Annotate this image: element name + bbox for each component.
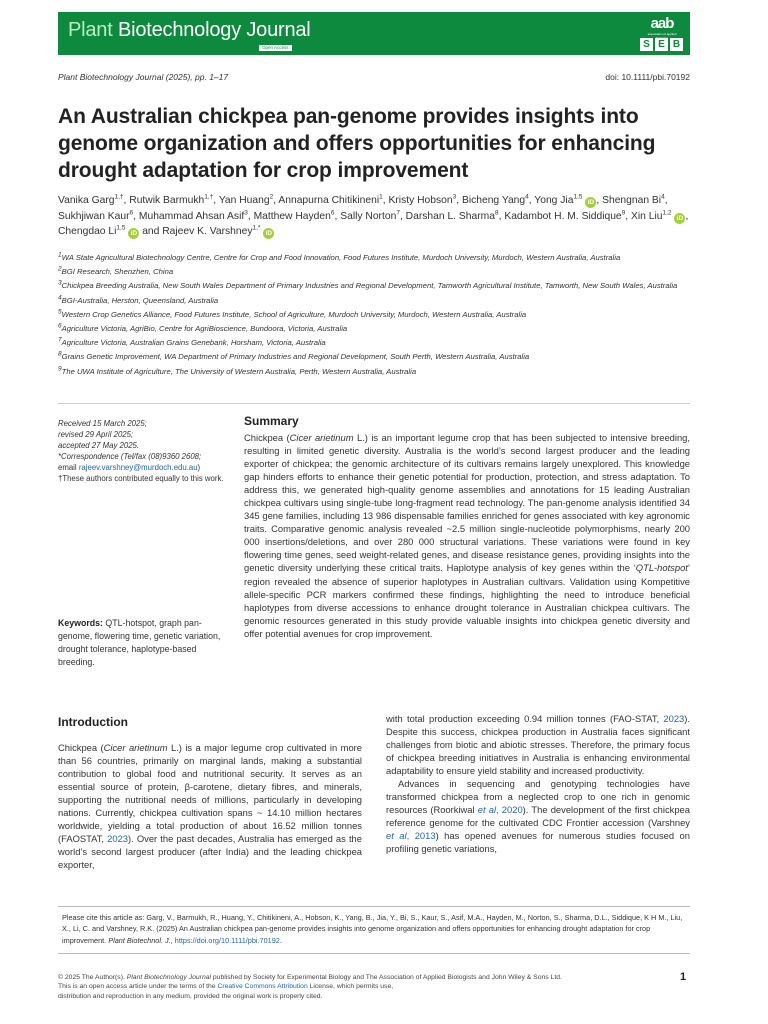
author-name: Annapurna Chitikineni	[278, 195, 380, 206]
intro-paragraph: Advances in sequencing and genotyping technologies have transformed chickpea from a neglected crop to one rich in genomic resources (Roorkiwal et al, 2020). The development of the first chickpea reference genome for the cultivated CDC Frontier accession (Varshney et al, 2013) has opened avenues for numerous studies focused on profiling genetic variations,	[386, 778, 690, 854]
author-affiliation-marker: 6	[129, 209, 134, 217]
affiliation-text: The UWA Institute of Agriculture, The University of Western Australia, Perth, Western Australia, Australia	[61, 366, 417, 376]
author-affiliation-marker: 1,*	[252, 224, 261, 232]
author-name: Matthew Hayden	[253, 210, 331, 222]
author-affiliation-marker: 9	[621, 209, 626, 217]
orcid-icon[interactable]: iD	[128, 228, 139, 239]
author-affiliation-marker: 8	[494, 209, 499, 217]
keywords-list: QTL-hotspot, graph pan-genome, flowering time, genetic variation, drought tolerance, haplotype-based breeding.	[58, 618, 221, 667]
author-affiliation-marker: 1,5	[116, 224, 126, 232]
affiliation-item	[58, 266, 698, 277]
open-access-badge: Open Access	[259, 45, 292, 51]
author-affiliation-marker: 7	[396, 209, 400, 217]
author-affiliation-marker: 1,†	[114, 193, 124, 201]
keywords-label: Keywords:	[58, 618, 103, 628]
orcid-icon[interactable]: iD	[263, 228, 274, 239]
author-name: Rajeev K. Varshney	[162, 226, 253, 238]
correspondence-email-line: email rajeev.varshney@murdoch.edu.au)	[58, 463, 201, 472]
affiliation-text: WA State Agricultural Biotechnology Centre, Centre for Crop and Food Innovation, Food Futures Institute, Murdoch University, Murdoch, Western Australia, Australia	[61, 253, 621, 262]
affiliation-number: 6	[58, 322, 62, 330]
affiliation-item	[58, 337, 698, 348]
citation-link[interactable]: et al, 2013	[386, 830, 436, 841]
author-name: Shengnan Bi	[602, 195, 662, 206]
received-date: Received 15 March 2025;	[58, 419, 147, 428]
author-name: Kristy Hobson	[388, 195, 453, 206]
equal-contribution-note: †These authors contributed equally to this work.	[58, 474, 224, 483]
affiliation-item	[58, 323, 698, 334]
affiliation-item	[58, 280, 698, 291]
affiliation-number: 8	[58, 350, 62, 358]
affiliation-number: 4	[58, 294, 62, 302]
author-and: and	[139, 226, 163, 238]
intro-paragraph: with total production exceeding 0.94 million tonnes (FAO-STAT, 2023). Despite this success, chickpea production in Australia faces significant challenges from biotic and abiotic stresses. Therefore, the primary focus of chickpea breeding initiatives in Australia is enhancing environmental adaptability to ensure yield stability and increased productivity.	[386, 713, 690, 776]
summary-heading: Summary	[244, 414, 299, 428]
citation-link[interactable]: 2023	[663, 713, 685, 724]
author-name: Kadambot H. M. Siddique	[504, 210, 622, 222]
page-number: 1	[680, 971, 687, 983]
affiliation-text: BGI Research, Shenzhen, China	[61, 267, 174, 277]
copyright-line: © 2025 The Author(s). Plant Biotechnology Journal published by Society for Experimental Biology and The Association of Applied Biologists and John Wiley & Sons Ltd.	[58, 974, 562, 981]
author-affiliation-marker: 4	[661, 193, 665, 201]
author-name: Sukhjiwan Kaur	[58, 210, 130, 222]
author-affiliation-marker: 1,2	[662, 209, 672, 217]
orcid-icon[interactable]: iD	[674, 213, 685, 224]
affiliation-item	[58, 252, 698, 263]
affiliation-number: 5	[58, 308, 62, 316]
author-name: Muhammad Ahsan Asif	[138, 210, 245, 222]
author-affiliation-marker: 2	[269, 193, 274, 201]
section-divider	[58, 403, 690, 404]
affiliation-number: 9	[58, 365, 62, 373]
journal-title: Plant Biotechnology Journal	[68, 19, 311, 41]
citation-box: Please cite this article as: Garg, V., Barmukh, R., Huang, Y., Chitikineni, A., Hobson, K., Yang, B., Jia, Y., Bi, S., Kaur, S., Asif, M.A., Hayden, M., Norton, S., Sharma, D.L., Siddique, K H M., Liu, X., Li, C. and Varshney, R.K. (2025) An Australian chickpea pan-genome provides insights into genome organization and offers opportunities for enhancing drought adaptation for crop improvement. Plant Biotechnol. J., https://doi.org/10.1111/pbi.70192.	[58, 906, 690, 954]
author-name: Vanika Garg	[58, 195, 115, 206]
orcid-icon[interactable]: iD	[585, 197, 596, 208]
affiliation-text: Chickpea Breeding Australia, New South Wales Department of Primary Industries and Regional Development, Tamworth Agricultural Institute, Tamworth, New South Wales, Australia	[61, 281, 678, 291]
correspondence-email-link[interactable]: rajeev.varshney@murdoch.edu.au	[78, 463, 198, 472]
citation-link[interactable]: et al, 2020	[477, 804, 523, 815]
introduction-heading: Introduction	[58, 715, 128, 729]
copyright-footer	[58, 973, 658, 1001]
affiliation-text: Grains Genetic Improvement, WA Department of Primary Industries and Regional Development, South Perth, Western Australia, Australia	[61, 352, 530, 362]
affiliation-text: BGI-Australia, Herston, Queensland, Australia	[61, 295, 219, 305]
license-line: This is an open access article under the terms of the Creative Commons Attribution License, which permits use,	[58, 983, 394, 991]
author-name: Sally Norton	[340, 210, 397, 222]
affiliation-text: Western Crop Genetics Alliance, Food Futures Institute, School of Agriculture, Murdoch University, Murdoch, Western Australia, Australia	[61, 309, 527, 319]
intro-paragraph: Chickpea (Cicer arietinum L.) is a major legume crop cultivated in more than 56 countries, primarily on marginal lands, making a substantial contribution to global food and nutritional security. It serves as an essential source of protein, β-carotene, dietary fibres, and minerals, supporting the nutritional needs of millions, particularly in developing nations. Currently, chickpea cultivation spans ~ 14.10 million hectares worldwide, yielding a total production of about 16.52 million tonnes (FAOSTAT, 2023). Over the past decades, Australia has emerged as the world’s second largest producer (after India) and the leading chickpea exporter,	[58, 742, 362, 870]
affiliation-number: 3	[58, 279, 62, 287]
correspondence: *Correspondence (Tel/fax (08)9360 2608;	[58, 452, 202, 461]
license-link[interactable]: Creative Commons Attribution	[217, 983, 308, 991]
author-name: Chengdao Li	[58, 226, 117, 238]
author-name: Darshan L. Sharma	[405, 210, 495, 222]
affiliation-text: Agriculture Victoria, AgriBio, Centre for AgriBioscience, Bundoora, Victoria, Australia	[61, 324, 348, 334]
journal-citation-line: Plant Biotechnology Journal (2025), pp. 1–17	[58, 72, 229, 82]
author-name: Bicheng Yang	[461, 195, 526, 206]
accepted-date: accepted 27 May 2025.	[58, 441, 140, 450]
author-affiliation-marker: 1,†	[204, 193, 214, 201]
author-name: Rutwik Barmukh	[129, 195, 205, 206]
author-affiliation-marker: 3	[244, 209, 248, 217]
article-history	[58, 418, 228, 484]
society-logos	[638, 15, 686, 52]
affiliation-list	[58, 252, 698, 380]
intro-column-left	[58, 741, 362, 871]
author-affiliation-marker: 1	[379, 193, 383, 201]
affiliation-number: 1	[58, 251, 62, 259]
affiliation-item	[58, 309, 698, 320]
author-name: Yan Huang	[218, 195, 270, 206]
doi-link[interactable]: https://doi.org/10.1111/pbi.70192	[174, 935, 280, 945]
author-name: Xin Liu	[631, 210, 663, 222]
affiliation-item	[58, 366, 698, 377]
author-affiliation-marker: 3	[452, 193, 457, 201]
affiliation-text: Agriculture Victoria, Australian Grains Genebank, Horsham, Victoria, Australia	[61, 338, 326, 348]
author-affiliation-marker: 4	[525, 193, 529, 201]
citation-link[interactable]: 2023	[107, 833, 128, 844]
author-affiliation-marker: 6	[330, 209, 335, 217]
author-affiliation-marker: 1,5	[573, 193, 583, 201]
aab-logo: aab	[650, 15, 674, 32]
affiliation-number: 7	[58, 336, 62, 344]
seb-logo: S E B	[640, 38, 683, 51]
author-name: Yong Jia	[534, 195, 574, 206]
intro-column-right	[386, 712, 690, 855]
revised-date: revised 29 April 2025;	[58, 430, 134, 439]
affiliation-item	[58, 295, 698, 306]
article-title: An Australian chickpea pan-genome provides insights into genome organization and offers opportunities for enhancing drought adaptation for crop improvement	[58, 105, 656, 182]
author-list: Vanika Garg$^{1,\dagger}$, Rutwik Barmukh$^{1,\dagger}$, Yan Huang$^2$, Annapurna Chitikineni$^1$, Kristy Hobson$^3$, Bicheng Yang$^4$, Yong Jia$^{1,5}$ iD , Shengnan Bi$^4$, Sukhjiwan Kaur$^6$, Muhammad Ahsan Asif$^3$, Matthew Hayden$^6$, Sally Norton$^7$, Darshan L. Sharma$^8$, Kadambot H. M. Siddique$^9$, Xin Liu$^{1,2}$ iD , Chengdao Li$^{1,5}$ iD and Rajeev K. Varshney$^{1,*}$ iD	[58, 193, 689, 238]
affiliation-item	[58, 351, 698, 362]
summary-text: Chickpea (Cicer arietinum L.) is an important legume crop that has been subjected to intensive breeding, resulting in limited genetic diversity. Australia is the world’s second largest producer and the leading exporter of chickpea; the genomic architecture of its cultivars remains largely unexplored. This knowledge gap hinders efforts to enhance their genetic potential for production, protection, and stress adaptation. To address this, we generated high-quality genome assemblies and annotations for 15 leading Australian chickpea cultivars using single-tube long-fragment read technology. The pan-genome analysis identified 34 345 gene families, including 13 986 dispensable families enriched for genes associated with key agronomic traits. Comparative genomic analysis revealed ~2.5 million single-nucleotide polymorphisms, nearly 200 000 insertions/deletions, and over 280 000 structural variations. These variations were found in key flowering time genes, seed weight-related genes, and disease resistance genes, providing insights into the genetic diversity underlying these critical traits. Haplotype analysis of key genes within the ‘QTL-hotspot’ region revealed the absence of superior haplotypes in Australian cultivars. Validation using Kompetitive allele-specific PCR markers confirmed these findings, highlighting the need to introduce beneficial haplotypes from diverse accessions to enhance drought tolerance in Australian chickpea cultivars. The genomic resources generated in this study provide valuable insights into chickpea genetic diversity and offer potential avenues for crop improvement.	[244, 432, 690, 639]
aab-logo-subtitle: association of applied	[647, 32, 677, 36]
keywords	[58, 617, 228, 669]
affiliation-number: 2	[58, 265, 62, 273]
journal-banner	[58, 12, 690, 55]
license-line-2: distribution and reproduction in any medium, provided the original work is properly cited.	[58, 992, 323, 1000]
doi-line: doi: 10.1111/pbi.70192	[605, 72, 690, 82]
